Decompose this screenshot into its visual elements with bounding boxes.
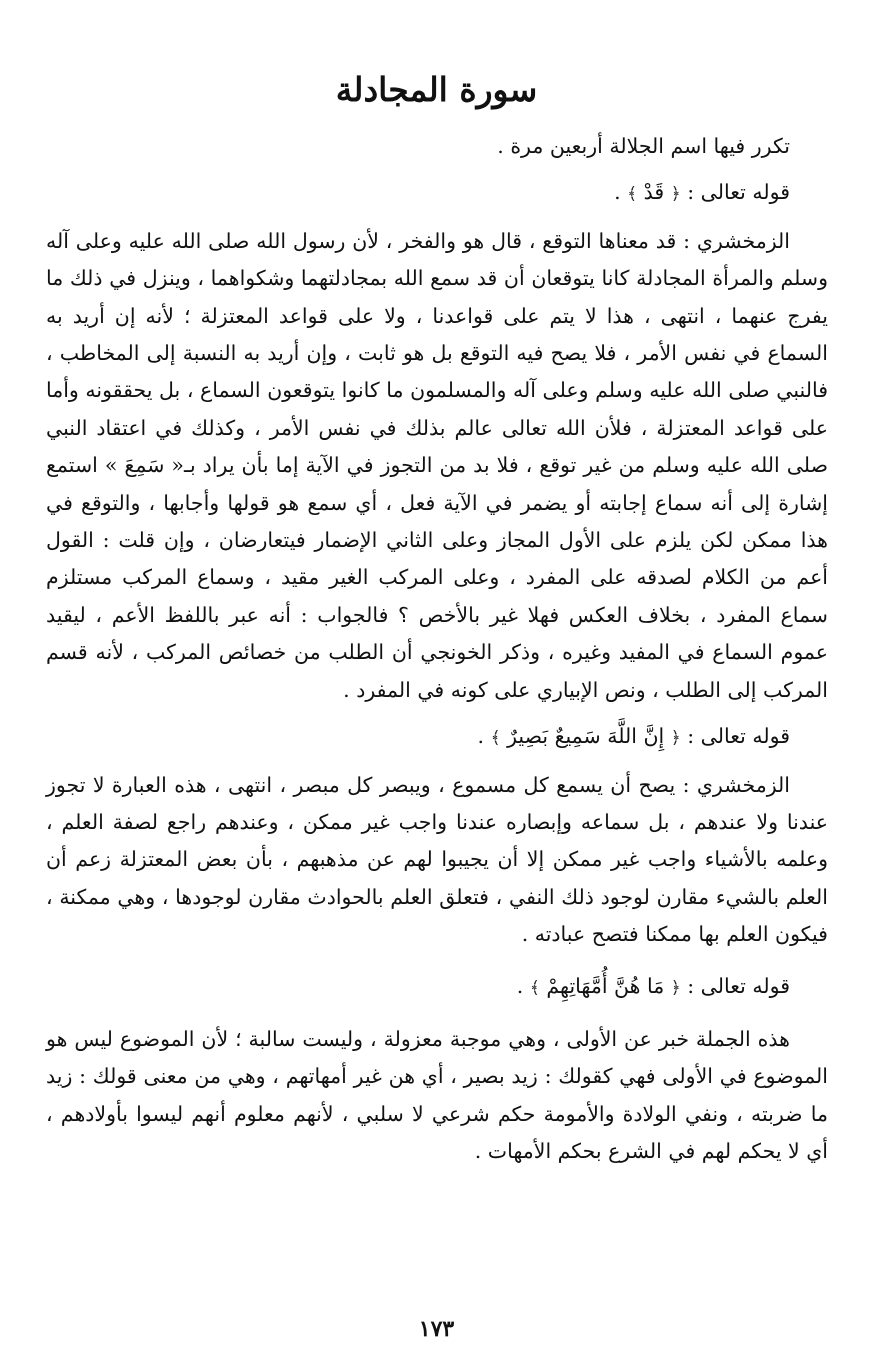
page-body <box>46 128 828 1171</box>
bracket-close: ﴾ <box>627 184 638 205</box>
verse-dot: . <box>614 180 621 205</box>
bracket-close: ﴾ <box>490 728 501 749</box>
bracket-close: ﴾ <box>529 977 540 998</box>
commentary-paragraph-2: الزمخشري : يصح أن يسمع كل مسموع ، ويبصر كل مبصر ، انتهى ، هذه العبارة لا تجوز عندنا ولا عندهم ، بل سماعه وإبصاره عندنا واجب غير ممكن ، وعندهم راجع لصفة العلم ، وعلمه بالأشياء واجب غير ممكن إلا أن يجيبوا لهم عن مذهبهم ، بأن بعض المعتزلة زعم أن العلم بالشيء مقارن لوجود ذلك النفي ، فتعلق العلم بالحوادث مقارن لوجودها ، وهي ممكنة ، فيكون العلم بها ممكنا فتصح عبادته . <box>46 772 828 947</box>
bracket-open: ﴿ <box>670 977 681 998</box>
verse-prefix: قوله تعالى : <box>687 180 790 205</box>
bracket-open: ﴿ <box>670 184 681 205</box>
verse-prefix: قوله تعالى : <box>687 724 790 749</box>
verse-text-3: مَا هُنَّ أُمَّهَاتِهِمْ <box>546 973 665 998</box>
surah-title: سورة المجادلة <box>335 70 538 109</box>
verse-text-2: إِنَّ اللَّهَ سَمِيعٌ بَصِيرٌ <box>507 724 665 749</box>
verse-prefix: قوله تعالى : <box>687 973 790 998</box>
commentary-paragraph-3: هذه الجملة خبر عن الأولى ، وهي موجبة معزولة ، وليست سالبة ؛ لأن الموضوع ليس هو الموضوع في الأولى فهي كقولك : زيد بصير ، أي هن غير أمهاتهم ، وهي من معنى قولك : زيد ما ضربته ، ونفي الولادة والأمومة حكم شرعي لا سلبي ، لأنهم معلوم أنهم ليسوا بأولادهم ، أي لا يحكم لهم في الشرع بحكم الأمهات . <box>46 1026 828 1164</box>
page-number: ١٧٣ <box>418 1316 455 1342</box>
intro-paragraph: تكرر فيها اسم الجلالة أربعين مرة . <box>497 134 790 158</box>
verse-dot: . <box>477 724 485 749</box>
commentary-paragraph-1: الزمخشري : قد معناها التوقع ، قال هو والفخر ، لأن رسول الله صلى الله عليه وعلى آله وسلم والمرأة المجادلة كانا يتوقعان أن قد سمع الله بمجادلتهما وشكواهما ، وينزل في ذلك ما يفرج عنهما ، انتهى ، هذا لا يتم على قواعدنا ، ولا على قواعد المعتزلة ؛ لأنه إن أريد به السماع في نفس الأمر ، فلا يصح فيه التوقع بل هو ثابت ، وإن أريد به النسبة إلى المخاطب ، فالنبي صلى الله عليه وسلم وعلى آله والمسلمون ما كانوا يتوقعون السماع ، بل يحققونه وأما على قواعد المعتزلة ، فلأن الله تعالى عالم بذلك في نفس الأمر ، وكذلك في اعتقاد النبي صلى الله عليه وسلم من غير توقع ، فلا بد من التجوز في الآية إما بأن يراد بـ« سَمِعَ » استمع إشارة إلى أنه سماع إجابته أو يضمر في الآية فعل ، أي سمع هو قولها وأجابها ، والتوقع في هذا ممكن لكن يلزم على الأول المجاز وعلى الثاني الإضمار فيتعارضان ، وإن قلت : القول أعم من الكلام لصدقه على المفرد ، وعلى المركب الغير مقيد ، وسماع المركب مستلزم سماع المفرد ، بخلاف العكس فهلا غير بالأخص ؟ فالجواب : أنه عبر باللفظ الأعم ، ليقيد عموم السماع في المفيد وغيره ، وذكر الخونجي أن الطلب من خصائص المركب ، لأنه قسم المركب إلى الطلب ، ونص الإبياري على كونه في المفرد . <box>46 228 828 702</box>
verse-heading-3 <box>46 968 828 1007</box>
bracket-open: ﴿ <box>670 728 681 749</box>
verse-text-1: قَدْ <box>643 180 665 205</box>
verse-heading-1 <box>46 174 828 213</box>
verse-dot: . <box>516 973 524 998</box>
verse-heading-2 <box>46 718 828 757</box>
